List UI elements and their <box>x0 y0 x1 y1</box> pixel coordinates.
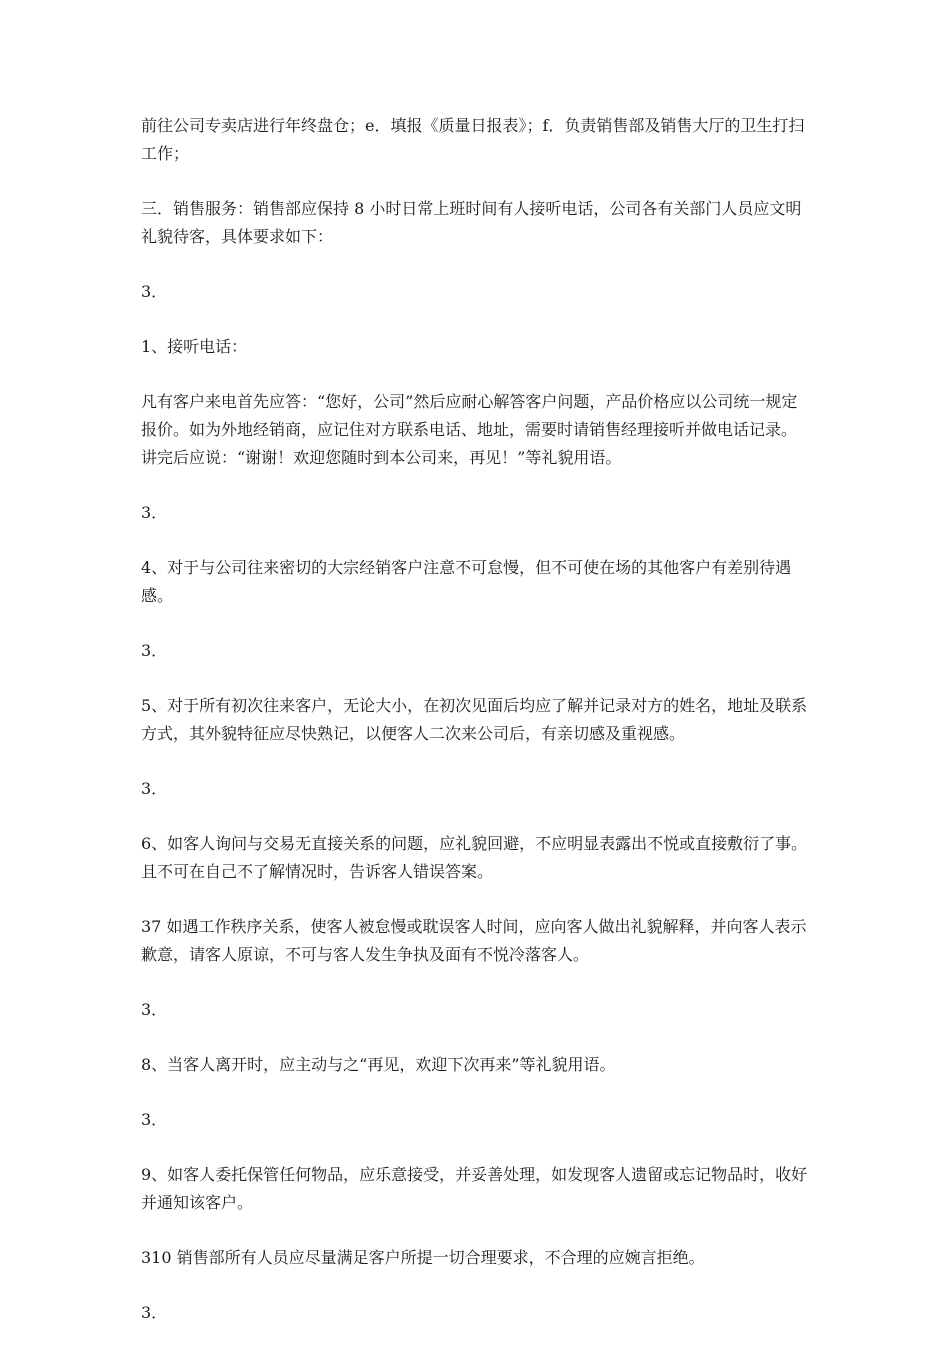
paragraph-item-custody: 9、如客人委托保管任何物品，应乐意接受，并妥善处理，如发现客人遗留或忘记物品时，收好并通知该客户。 <box>141 1165 808 1212</box>
paragraph-bulk-customers: 4、对于与公司往来密切的大宗经销客户注意不可怠慢，但不可使在场的其他客户有差别待遇感。 <box>141 558 792 605</box>
section-number: 3． <box>141 779 168 798</box>
paragraph-reasonable-requests: 310 销售部所有人员应尽量满足客户所提一切合理要求，不合理的应婉言拒绝。 <box>141 1248 705 1267</box>
paragraph-new-customers: 5、对于所有初次往来客户，无论大小，在初次见面后均应了解并记录对方的姓名，地址及联系方式，其外貌特征应尽快熟记，以便客人二次来公司后，有亲切感及重视感。 <box>141 696 808 743</box>
heading-answer-phone: 1、接听电话： <box>141 337 248 356</box>
paragraph-year-end-duties: 前往公司专卖店进行年终盘仓；e．填报《质量日报表》；f．负责销售部及销售大厅的卫生打扫工作； <box>141 116 805 163</box>
paragraph-farewell: 8、当客人离开时，应主动与之“再见，欢迎下次再来”等礼貌用语。 <box>141 1055 616 1074</box>
section-number: 3． <box>141 282 168 301</box>
section-number: 3． <box>141 1000 168 1019</box>
section-number: 3． <box>141 1303 168 1322</box>
paragraph-phone-etiquette: 凡有客户来电首先应答：“您好，公司”然后应耐心解答客户问题，产品价格应以公司统一规定报价。如为外地经销商，应记住对方联系电话、地址，需要时请销售经理接听并做电话记录。讲完后应说：“谢谢！欢迎您随时到本公司来，再见！”等礼貌用语。 <box>141 392 798 467</box>
paragraph-work-order: 37 如遇工作秩序关系，使客人被怠慢或耽误客人时间，应向客人做出礼貌解释，并向客人表示歉意，请客人原谅，不可与客人发生争执及面有不悦冷落客人。 <box>141 917 807 964</box>
section-number: 3． <box>141 641 168 660</box>
paragraph-unrelated-questions: 6、如客人询问与交易无直接关系的问题，应礼貌回避，不应明显表露出不悦或直接敷衍了事。且不可在自己不了解情况时，告诉客人错误答案。 <box>141 834 808 881</box>
section-number: 3． <box>141 503 168 522</box>
document-body <box>141 112 809 1354</box>
section-number: 3． <box>141 1110 168 1129</box>
paragraph-sales-service: 三．销售服务：销售部应保持 8 小时日常上班时间有人接听电话，公司各有关部门人员应文明礼貌待客，具体要求如下： <box>141 199 802 246</box>
